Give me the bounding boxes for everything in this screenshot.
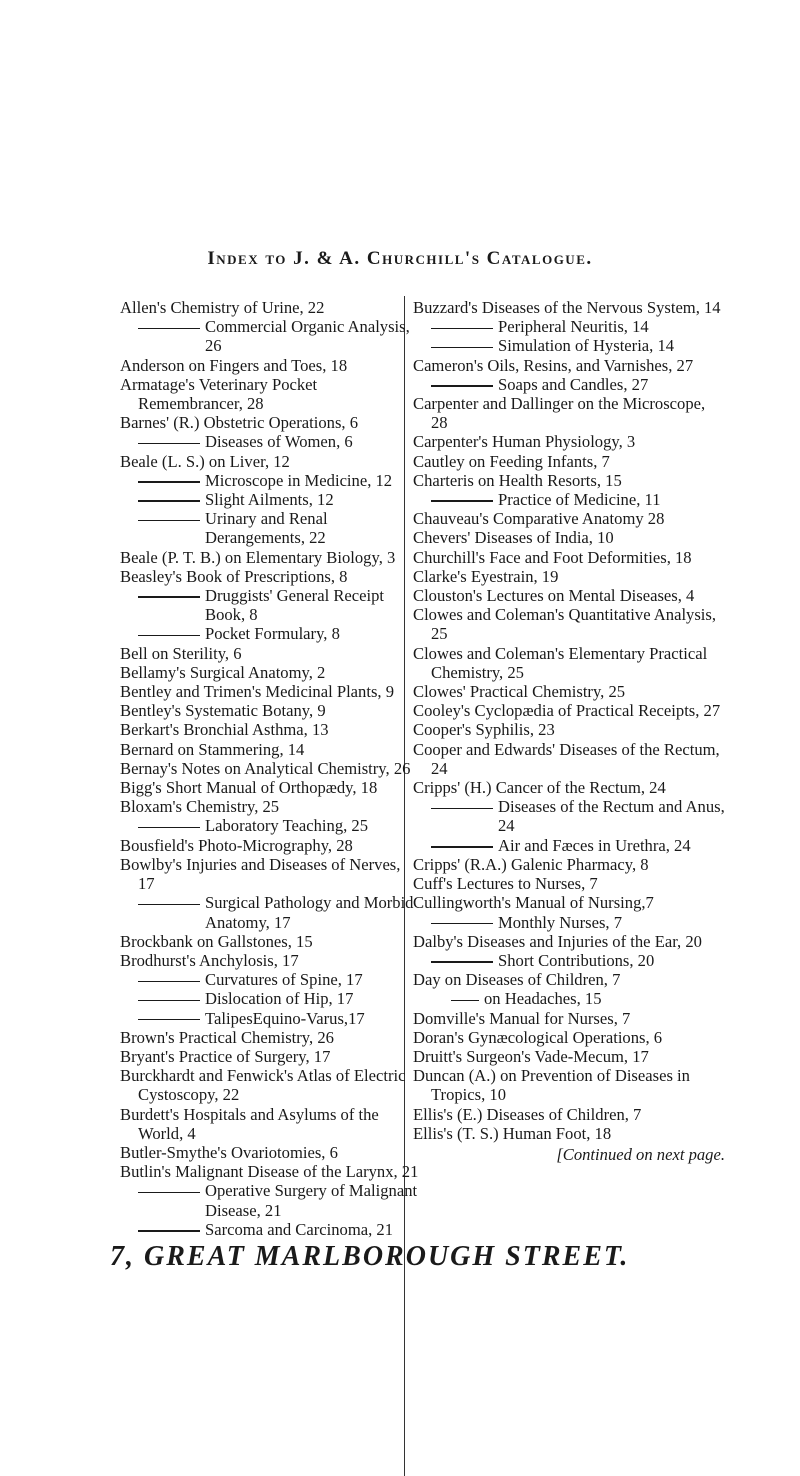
index-entry: Cuff's Lectures to Nurses, 7 [413,874,598,894]
index-entry: Bousfield's Photo-Micrography, 28 [120,835,353,855]
ditto-dash [431,808,493,810]
index-entry: Anderson on Fingers and Toes, 18 [120,355,348,375]
ditto-dash [138,1230,200,1232]
index-entry: Cripps' (H.) Cancer of the Rectum, 24 [413,778,666,798]
index-entry: Domville's Manual for Nurses, 7 [413,1008,631,1028]
index-subentry-text: Pocket Formulary, 8 [205,624,340,644]
index-subentry [120,471,420,490]
index-entry: Armatage's Veterinary Pocket Remembrancer, 28 [120,374,318,414]
ditto-dash [431,347,493,349]
index-subentry [413,913,725,932]
index-subentry [120,970,420,989]
index-subentry [120,989,420,1008]
index-subentry [120,624,420,643]
ditto-dash [138,981,200,983]
ditto-dash [138,827,200,829]
index-subentry [413,989,725,1008]
index-subentry-text: Commercial Organic Analysis, 26 [205,317,410,356]
index-subentry-text: Short Contributions, 20 [498,950,655,970]
index-entry: Dalby's Diseases and Injuries of the Ear, 20 [413,931,702,951]
ditto-dash [431,961,493,963]
index-subentry [120,490,420,509]
index-entry: Cameron's Oils, Resins, and Varnishes, 27 [413,355,694,375]
index-entry: Clarke's Eyestrain, 19 [413,566,559,586]
index-subentry [120,432,420,451]
ditto-dash [138,481,200,483]
index-subentry-text: Microscope in Medicine, 12 [205,470,393,490]
ditto-dash [431,923,493,925]
index-subentry [413,951,725,970]
index-entry: Clowes and Coleman's Elementary Practical Chemistry, 25 [413,643,708,682]
index-entry: Cooper's Syphilis, 23 [413,720,555,740]
index-entry: Bentley's Systematic Botany, 9 [120,701,326,721]
index-subentry-text: Operative Surgery of Malignant Disease, 21 [205,1181,418,1220]
index-entry: Chevers' Diseases of India, 10 [413,528,614,548]
index-subentry-text: Diseases of Women, 6 [205,432,353,452]
index-entry: Cautley on Feeding Infants, 7 [413,451,610,471]
index-subentry-text: Soaps and Candles, 27 [498,374,649,394]
index-entry: Ellis's (T. S.) Human Foot, 18 [413,1123,612,1143]
index-entry: Bigg's Short Manual of Orthopædy, 18 [120,778,378,798]
index-entry: Churchill's Face and Foot Deformities, 18 [413,547,692,567]
index-entry: Doran's Gynæcological Operations, 6 [413,1027,663,1047]
index-entry: Brown's Practical Chemistry, 26 [120,1027,334,1047]
ditto-dash [451,1000,479,1002]
index-subentry [120,1009,420,1028]
index-subentry [120,586,420,624]
ditto-dash [431,846,493,848]
index-subentry-text: Monthly Nurses, 7 [498,912,622,932]
index-subentry [120,1220,420,1239]
index-entry: Chauveau's Comparative Anatomy 28 [413,509,665,529]
index-entry: Clouston's Lectures on Mental Diseases, 4 [413,586,695,606]
index-subentry [120,509,420,547]
index-subentry-text: Sarcoma and Carcinoma, 21 [205,1219,394,1239]
index-subentry-text: Urinary and Renal Derangements, 22 [205,509,328,548]
index-entry: Bentley and Trimen's Medicinal Plants, 9 [120,682,395,702]
index-subentry-text: on Headaches, 15 [484,989,602,1009]
index-entry: Bernay's Notes on Analytical Chemistry, 26 [120,758,411,778]
index-entry: Bloxam's Chemistry, 25 [120,797,280,817]
index-entry: Carpenter and Dallinger on the Microscope, 28 [413,394,706,433]
index-subentry [413,336,725,355]
index-entry: Clowes' Practical Chemistry, 25 [413,682,626,702]
index-subentry [120,816,420,835]
index-entry: Day on Diseases of Children, 7 [413,970,621,990]
index-entry: Brockbank on Gallstones, 15 [120,931,313,951]
index-subentry [413,797,725,835]
index-entry: Charteris on Health Resorts, 15 [413,470,622,490]
index-entry: Butler-Smythe's Ovariotomies, 6 [120,1142,338,1162]
ditto-dash [138,596,200,598]
ditto-dash [138,1019,200,1021]
index-entry: Allen's Chemistry of Urine, 22 [120,298,325,317]
index-subentry [413,375,725,394]
index-column-right [413,298,725,1164]
index-entry: Bellamy's Surgical Anatomy, 2 [120,662,326,682]
ditto-dash [138,443,200,445]
index-entry: Ellis's (E.) Diseases of Children, 7 [413,1104,642,1124]
index-entry: Cripps' (R.A.) Galenic Pharmacy, 8 [413,854,649,874]
index-subentry-text: Slight Ailments, 12 [205,490,334,510]
continued-note: [Continued on next page. [556,1144,725,1164]
index-entry: Berkart's Bronchial Asthma, 13 [120,720,329,740]
index-entry: Burckhardt and Fenwick's Atlas of Electric Cystoscopy, 22 [120,1066,406,1105]
index-entry: Cullingworth's Manual of Nursing,7 [413,893,654,913]
ditto-dash [138,1192,200,1194]
ditto-dash [138,904,200,906]
index-subentry [413,836,725,855]
publisher-address: 7, GREAT MARLBOROUGH STREET. [110,1241,630,1272]
index-subentry-text: Dislocation of Hip, 17 [205,989,354,1009]
index-subentry-text: Surgical Pathology and Morbid Anatomy, 17 [205,893,414,932]
ditto-dash [431,385,493,387]
index-entry: Beasley's Book of Prescriptions, 8 [120,566,348,586]
index-subentry-text: TalipesEquino-Varus,17 [205,1008,365,1028]
index-subentry [120,1181,420,1219]
index-entry: Buzzard's Diseases of the Nervous System, 14 [413,298,721,317]
index-entry: Bernard on Stammering, 14 [120,739,305,759]
ditto-dash [138,328,200,330]
index-column-left [120,298,420,1239]
index-subentry-text: Laboratory Teaching, 25 [205,816,369,836]
index-entry: Beale (L. S.) on Liver, 12 [120,451,290,471]
ditto-dash [431,500,493,502]
index-entry: Carpenter's Human Physiology, 3 [413,432,636,452]
index-subentry-text: Peripheral Neuritis, 14 [498,317,649,337]
index-subentry [413,317,725,336]
index-entry: Bowlby's Injuries and Diseases of Nerves, 17 [120,854,401,894]
index-entry: Beale (P. T. B.) on Elementary Biology, 3 [120,547,396,567]
index-entry: Burdett's Hospitals and Asylums of the World, 4 [120,1104,379,1143]
index-entry: Butlin's Malignant Disease of the Larynx, 21 [120,1162,419,1182]
index-entry: Cooley's Cyclopædia of Practical Receipts, 27 [413,701,721,721]
index-entry: Duncan (A.) on Prevention of Diseases in Tropics, 10 [413,1066,690,1105]
ditto-dash [138,500,200,502]
index-subentry [120,317,420,355]
index-entry: Druitt's Surgeon's Vade-Mecum, 17 [413,1046,649,1066]
index-subentry [413,490,725,509]
index-subentry-text: Diseases of the Rectum and Anus, 24 [498,797,725,836]
ditto-dash [138,635,200,637]
index-entry: Clowes and Coleman's Quantitative Analysis, 25 [413,605,717,644]
index-subentry-text: Practice of Medicine, 11 [498,490,661,510]
index-entry: Cooper and Edwards' Diseases of the Rectum, 24 [413,739,720,778]
ditto-dash [431,328,493,330]
index-subentry-text: Simulation of Hysteria, 14 [498,336,675,356]
index-subentry-text: Air and Fæces in Urethra, 24 [498,835,691,855]
ditto-dash [138,1000,200,1002]
index-subentry-text: Curvatures of Spine, 17 [205,970,363,990]
ditto-dash [138,520,200,522]
index-subentry [120,893,420,931]
index-entry: Bryant's Practice of Surgery, 17 [120,1046,331,1066]
page-header: Index to J. & A. Churchill's Catalogue. [207,248,593,269]
index-entry: Barnes' (R.) Obstetric Operations, 6 [120,413,359,433]
index-entry: Bell on Sterility, 6 [120,643,242,663]
index-subentry-text: Druggists' General Receipt Book, 8 [205,586,385,625]
index-entry: Brodhurst's Anchylosis, 17 [120,950,299,970]
